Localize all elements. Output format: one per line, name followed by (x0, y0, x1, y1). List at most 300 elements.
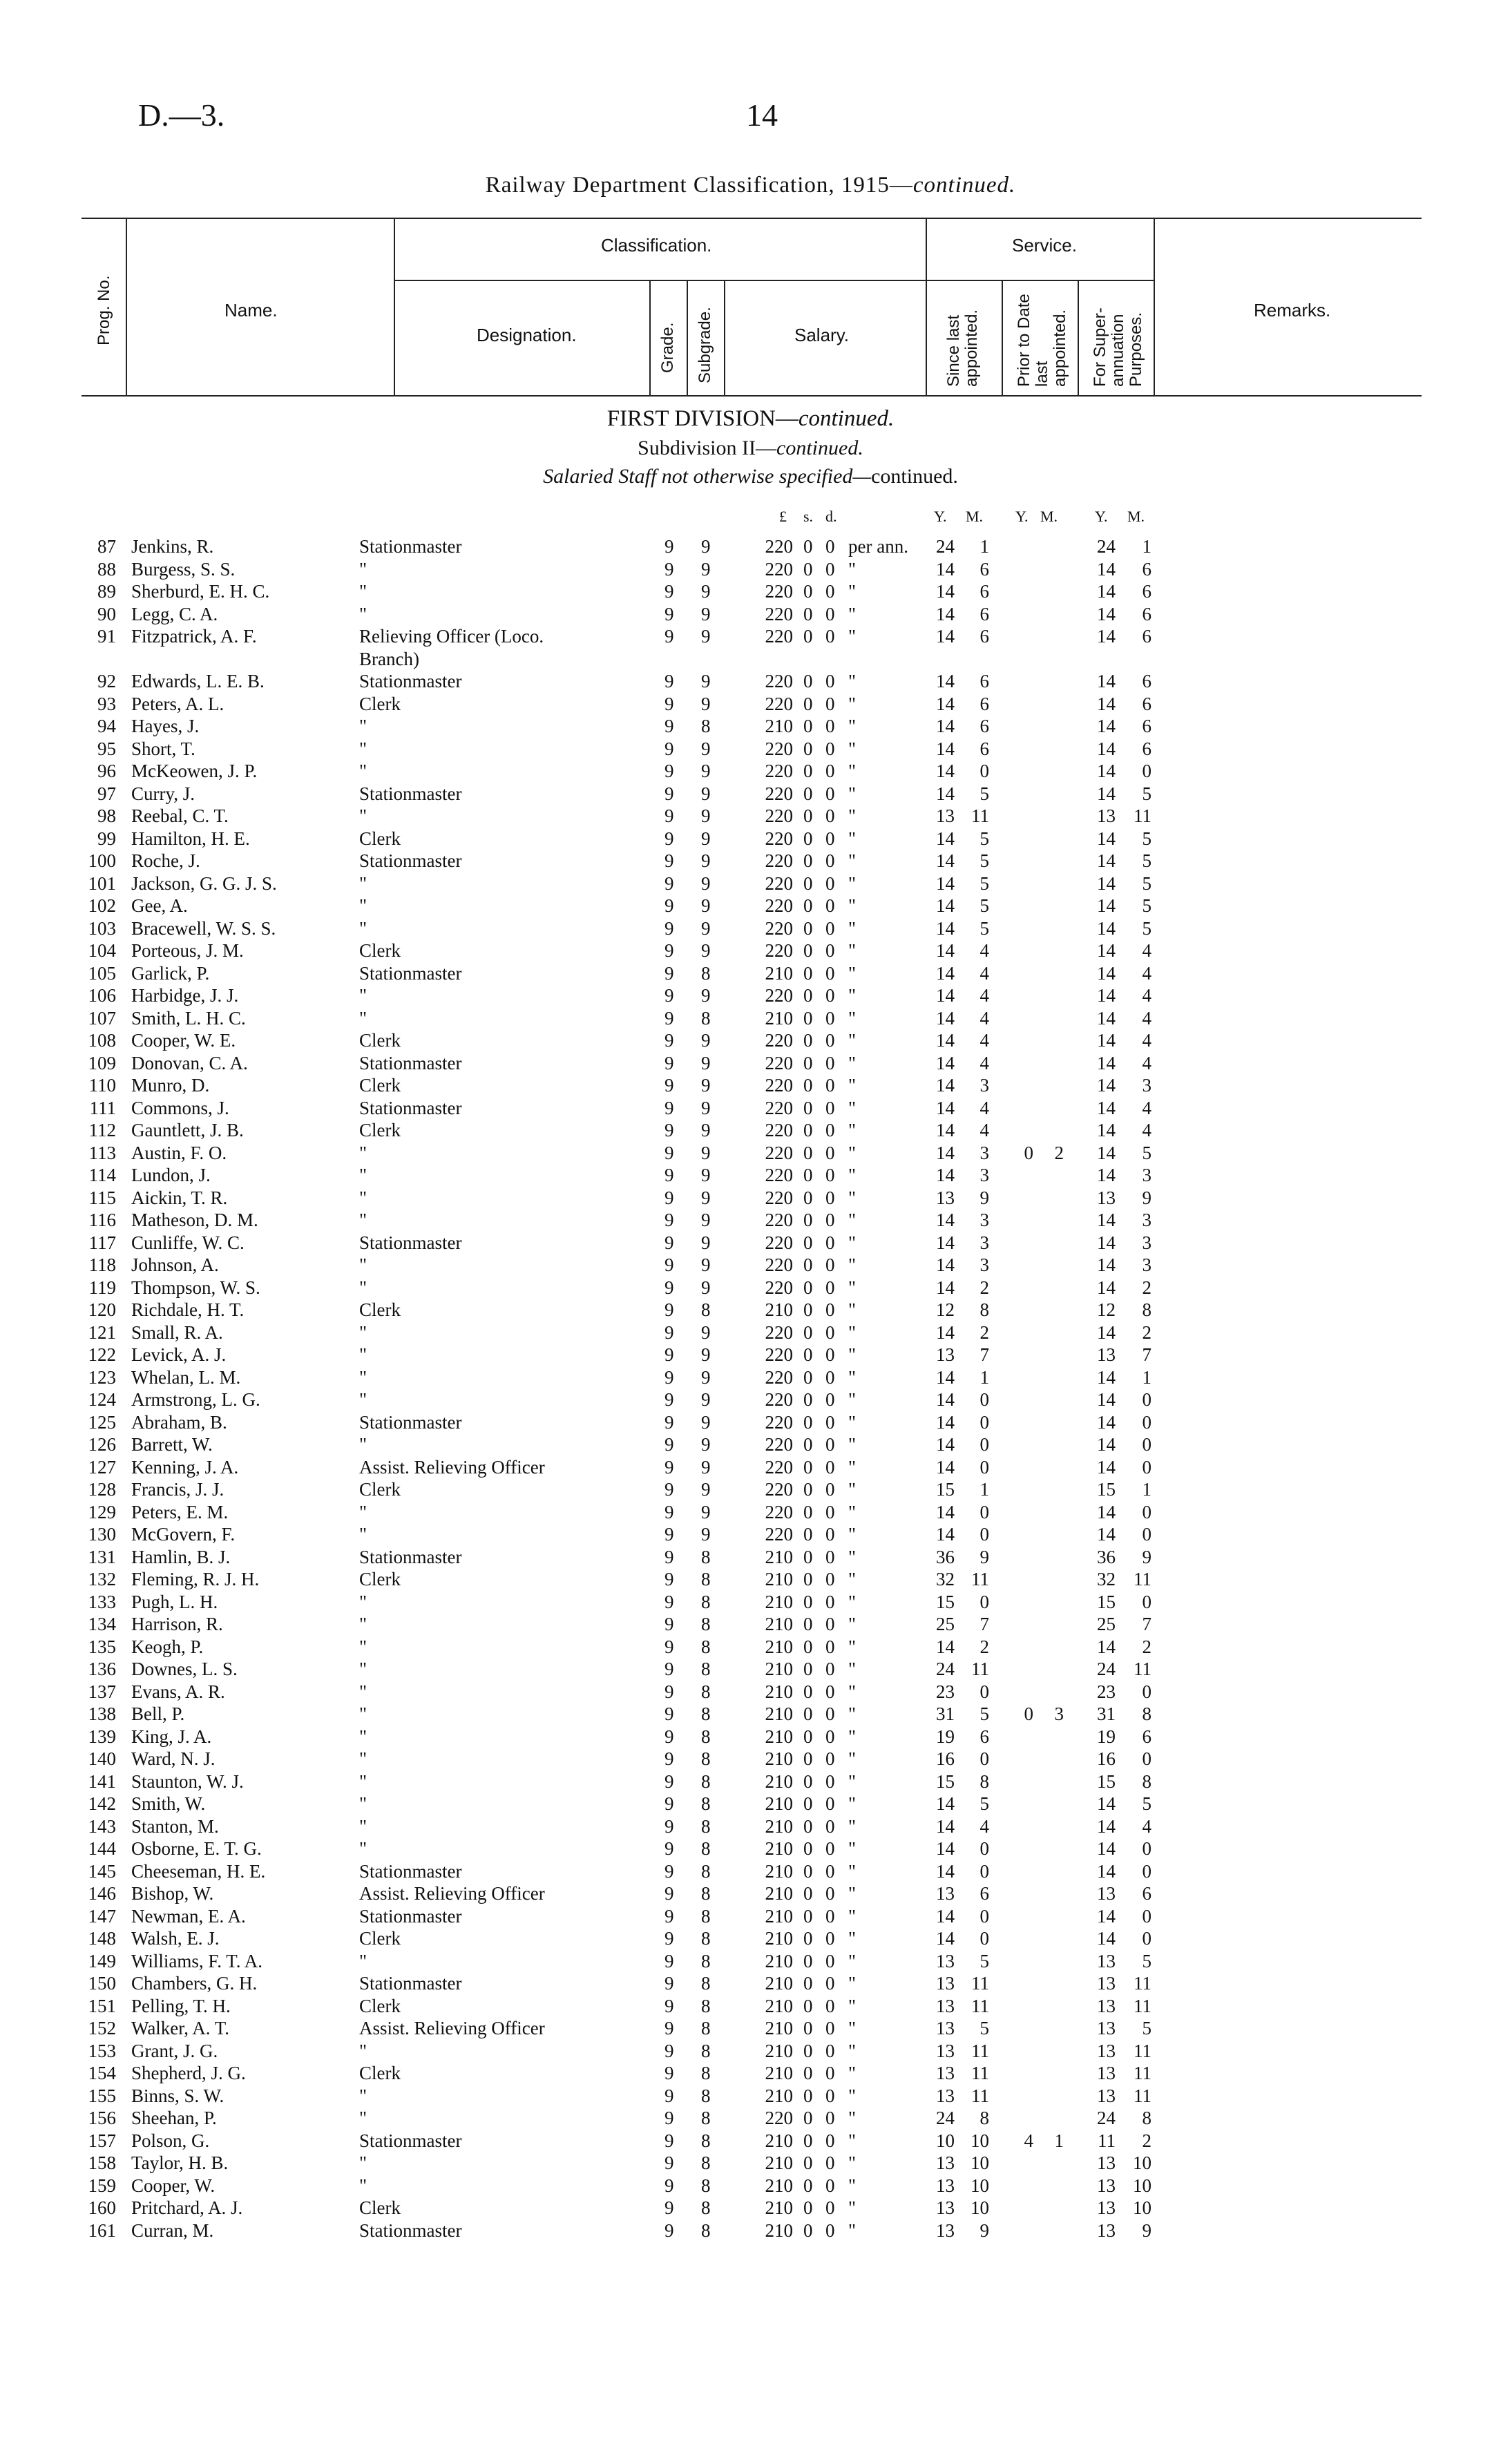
subgrade-cell: 8 (701, 1748, 711, 1769)
prog-no-cell: 117 (88, 1232, 116, 1253)
table-row (0, 1546, 1501, 1568)
salary-pence-cell: 0 (825, 985, 835, 1006)
grade-cell: 9 (665, 1479, 674, 1500)
name-cell: Evans, A. R. (131, 1681, 225, 1702)
salary-pounds-cell: 210 (765, 1793, 793, 1814)
salary-period-cell: " (848, 2040, 857, 2061)
table-row (0, 1591, 1501, 1613)
since-years-cell: 13 (936, 2063, 955, 2083)
since-months-cell: 4 (979, 1007, 989, 1029)
salary-period-cell: " (848, 1681, 857, 1702)
designation-cell: Branch) (359, 648, 419, 669)
subgrade-cell: 9 (701, 1501, 711, 1522)
super-years-cell: 14 (1097, 1838, 1116, 1859)
service-header: Service. (1012, 235, 1077, 256)
col-rule-4 (687, 280, 688, 395)
since-years-cell: 15 (936, 1591, 955, 1612)
table-row (0, 715, 1501, 737)
salary-pence-cell: 0 (825, 1905, 835, 1927)
super-years-cell: 14 (1097, 850, 1116, 871)
table-row (0, 1232, 1501, 1254)
super-months-cell: 11 (1134, 1659, 1151, 1679)
name-cell: Jackson, G. G. J. S. (131, 872, 277, 894)
table-row (0, 872, 1501, 895)
salary-period-cell: " (848, 828, 857, 849)
salary-pounds-cell: 220 (765, 603, 793, 624)
name-cell: Peters, E. M. (131, 1501, 229, 1522)
salary-shillings-cell: 0 (803, 1614, 813, 1634)
prior-years-cell: 0 (1024, 1142, 1033, 1163)
super-years-cell: 14 (1097, 1793, 1116, 1814)
since-years-cell: 14 (936, 1636, 955, 1657)
since-years-cell: 14 (936, 1366, 955, 1388)
super-years-cell: 15 (1097, 1770, 1116, 1792)
salary-pounds-cell: 220 (765, 1501, 793, 1522)
table-row (0, 1456, 1501, 1478)
prog-no-cell: 90 (97, 603, 116, 624)
subgrade-cell: 9 (701, 536, 711, 557)
salary-period-cell: " (848, 1860, 857, 1882)
salary-pounds-cell: 210 (765, 2063, 793, 2083)
super-years-cell: 14 (1097, 1434, 1116, 1455)
salary-shillings-cell: 0 (803, 1860, 813, 1882)
salary-shillings-cell: 0 (803, 1995, 813, 2016)
subgrade-cell: 9 (701, 783, 711, 804)
super-months-cell: 11 (1134, 2040, 1151, 2061)
grade-cell: 9 (665, 872, 674, 894)
table-row (0, 1793, 1501, 1815)
col-rule-9 (1154, 218, 1155, 395)
grade-cell: 9 (665, 1277, 674, 1298)
grade-cell: 9 (665, 850, 674, 871)
subgrade-cell: 9 (701, 1389, 711, 1410)
designation-cell: Stationmaster (359, 2219, 462, 2241)
name-cell: Sheehan, P. (131, 2108, 217, 2128)
subgrade-cell: 8 (701, 1703, 711, 1724)
name-cell: Lundon, J. (131, 1165, 211, 1185)
name-cell: Gauntlett, J. B. (131, 1120, 244, 1140)
salary-pence-cell: 0 (825, 603, 835, 624)
salary-period-cell: " (848, 1614, 857, 1634)
table-row (0, 1995, 1501, 2017)
super-months-cell: 2 (1142, 1277, 1151, 1298)
since-years-cell: 13 (936, 1950, 955, 1971)
since-years-cell: 14 (936, 1501, 955, 1522)
designation-cell: " (359, 1793, 367, 1814)
salary-shillings-cell: 0 (803, 828, 813, 849)
super-months-cell: 1 (1142, 536, 1151, 557)
designation-cell: " (359, 917, 367, 939)
salary-pence-cell: 0 (825, 716, 835, 736)
grade-cell: 9 (665, 1726, 674, 1747)
salary-shillings-cell: 0 (803, 1254, 813, 1275)
grade-cell: 9 (665, 1052, 674, 1073)
salary-pence-cell: 0 (825, 1681, 835, 1702)
name-cell: Levick, A. J. (131, 1344, 227, 1365)
prog-no-cell: 112 (88, 1120, 116, 1140)
salary-period-cell: " (848, 917, 857, 939)
since-months-cell: 5 (979, 2018, 989, 2038)
table-row (0, 1815, 1501, 1837)
grade-cell: 9 (665, 1905, 674, 1927)
since-months-cell: 0 (979, 1501, 989, 1522)
prog-no-cell: 109 (88, 1052, 116, 1073)
subgrade-cell: 8 (701, 1299, 711, 1320)
since-years-cell: 24 (936, 1659, 955, 1679)
super-months-cell: 9 (1142, 1187, 1151, 1208)
subgrade-cell: 8 (701, 716, 711, 736)
prog-no-cell: 98 (97, 805, 116, 826)
salary-pounds-cell: 220 (765, 1456, 793, 1478)
designation-cell: " (359, 1187, 367, 1208)
grade-cell: 9 (665, 1995, 674, 2016)
super-years-cell: 13 (1097, 2085, 1116, 2106)
super-months-cell: 4 (1142, 1052, 1151, 1073)
super-months-cell: 4 (1142, 940, 1151, 961)
super-years-cell: 14 (1097, 1366, 1116, 1388)
super-years-cell: 14 (1097, 1097, 1116, 1118)
salary-pence-cell: 0 (825, 1883, 835, 1904)
name-cell: Harbidge, J. J. (131, 985, 239, 1006)
name-cell: Francis, J. J. (131, 1479, 224, 1500)
grade-cell: 9 (665, 1299, 674, 1320)
table-row (0, 1927, 1501, 1949)
service-rule (926, 280, 1154, 281)
prog-no-cell: 155 (88, 2085, 116, 2106)
prog-no-cell: 154 (88, 2063, 116, 2083)
since-months-cell: 8 (979, 1299, 989, 1320)
prog-no-cell: 143 (88, 1815, 116, 1837)
salary-shillings-cell: 0 (803, 2197, 813, 2218)
name-cell: Jenkins, R. (131, 536, 214, 557)
since-months-cell: 4 (979, 1030, 989, 1051)
prog-no-cell: 135 (88, 1636, 116, 1657)
salary-pence-cell: 0 (825, 738, 835, 759)
title-main: Railway Department Classification, 1915— (485, 173, 913, 198)
subgrade-cell: 9 (701, 1052, 711, 1073)
designation-cell: " (359, 1254, 367, 1275)
salary-pounds-cell: 210 (765, 1681, 793, 1702)
since-years-cell: 13 (936, 2175, 955, 2196)
designation-cell: Clerk (359, 1928, 401, 1949)
salary-shillings-cell: 0 (803, 671, 813, 691)
super-years-cell: 14 (1097, 1860, 1116, 1882)
super-months-cell: 8 (1142, 2108, 1151, 2128)
since-months-cell: 11 (971, 1973, 989, 1994)
name-cell: Hamilton, H. E. (131, 828, 250, 849)
super-years-cell: 13 (1097, 2197, 1116, 2218)
since-months-cell: 10 (971, 2152, 989, 2173)
since-years-cell: 14 (936, 1434, 955, 1455)
salary-pence-cell: 0 (825, 1097, 835, 1118)
salary-shillings-cell: 0 (803, 1142, 813, 1163)
staff-continued: continued. (871, 465, 958, 488)
since-months-cell: 4 (979, 1120, 989, 1140)
prog-no-cell: 114 (88, 1165, 116, 1185)
name-cell: Gee, A. (131, 895, 188, 916)
super-months-cell: 7 (1142, 1614, 1151, 1634)
prog-no-cell: 157 (88, 2130, 116, 2151)
salary-pounds-cell: 210 (765, 1838, 793, 1859)
designation-cell: " (359, 1703, 367, 1724)
super-months-cell: 11 (1134, 1973, 1151, 1994)
remarks-header: Remarks. (1254, 300, 1331, 321)
super-years-cell: 14 (1097, 895, 1116, 916)
subgrade-cell: 9 (701, 1524, 711, 1545)
salary-shillings-cell: 0 (803, 716, 813, 736)
table-row (0, 1658, 1501, 1680)
salary-shillings-cell: 0 (803, 1569, 813, 1589)
since-months-cell: 6 (979, 558, 989, 580)
salary-pounds-cell: 220 (765, 761, 793, 781)
since-months-cell: 0 (979, 1389, 989, 1410)
since-years-cell: 14 (936, 716, 955, 736)
prog-no-cell: 159 (88, 2175, 116, 2196)
subgrade-cell: 9 (701, 693, 711, 714)
since-months-cell: 4 (979, 940, 989, 961)
salary-pounds-cell: 210 (765, 1636, 793, 1657)
salary-period-cell: " (848, 693, 857, 714)
designation-cell: Clerk (359, 1569, 401, 1589)
grade-cell: 9 (665, 805, 674, 826)
salary-pence-cell: 0 (825, 1726, 835, 1747)
prog-no-cell: 147 (88, 1905, 116, 1927)
name-cell: Kenning, J. A. (131, 1456, 239, 1478)
prog-no-cell: 151 (88, 1995, 116, 2016)
super-years-cell: 14 (1097, 1636, 1116, 1657)
division-continued: continued. (798, 406, 895, 431)
super-months-cell: 6 (1142, 1726, 1151, 1747)
super-months-cell: 3 (1142, 1232, 1151, 1253)
salary-period-cell: " (848, 1299, 857, 1320)
super-months-cell: 3 (1142, 1075, 1151, 1096)
grade-cell: 9 (665, 1366, 674, 1388)
salary-pounds-cell: 210 (765, 2040, 793, 2061)
salary-shillings-cell: 0 (803, 2152, 813, 2173)
col-rule-7 (1002, 280, 1003, 395)
since-months-cell: 2 (979, 1277, 989, 1298)
since-months-cell: 4 (979, 962, 989, 984)
salary-period-cell: " (848, 1905, 857, 1927)
super-years-cell: 23 (1097, 1681, 1116, 1702)
salary-period-cell: " (848, 1165, 857, 1185)
salary-period-cell: " (848, 1950, 857, 1971)
since-months-cell: 8 (979, 1770, 989, 1792)
since-last-header: Since last appointed. (944, 309, 981, 387)
salary-pence-cell: 0 (825, 1815, 835, 1837)
salary-pence-cell: 0 (825, 1860, 835, 1882)
subgrade-cell: 9 (701, 671, 711, 691)
table-row (0, 1726, 1501, 1748)
since-months-cell: 5 (979, 1950, 989, 1971)
grade-cell: 9 (665, 1097, 674, 1118)
table-row (0, 1613, 1501, 1635)
super-years-cell: 14 (1097, 693, 1116, 714)
since-months-cell: 11 (971, 2063, 989, 2083)
document-reference: D.—3. (138, 97, 225, 133)
prog-no-cell: 150 (88, 1973, 116, 1994)
since-years-cell: 14 (936, 1120, 955, 1140)
salary-shillings-cell: 0 (803, 1546, 813, 1567)
since-years-cell: 14 (936, 1321, 955, 1343)
super-years-cell: 14 (1097, 1524, 1116, 1545)
prog-no-cell: 126 (88, 1434, 116, 1455)
salary-pounds-cell: 210 (765, 1950, 793, 1971)
salary-shillings-cell: 0 (803, 536, 813, 557)
salary-pounds-cell: 210 (765, 1007, 793, 1029)
salary-pence-cell: 0 (825, 2108, 835, 2128)
designation-cell: " (359, 1366, 367, 1388)
salary-pence-cell: 0 (825, 626, 835, 647)
designation-cell: " (359, 761, 367, 781)
since-months-cell: 6 (979, 716, 989, 736)
since-years-cell: 13 (936, 805, 955, 826)
name-cell: Osborne, E. T. G. (131, 1838, 262, 1859)
since-years-cell: 14 (936, 1254, 955, 1275)
super-months-cell: 4 (1142, 1007, 1151, 1029)
name-cell: McKeowen, J. P. (131, 761, 258, 781)
salary-pence-cell: 0 (825, 2197, 835, 2218)
subgrade-cell: 8 (701, 1546, 711, 1567)
since-years-cell: 31 (936, 1703, 955, 1724)
salary-shillings-cell: 0 (803, 1120, 813, 1140)
prog-no-cell: 152 (88, 2018, 116, 2038)
designation-cell: " (359, 1165, 367, 1185)
since-years-cell: 23 (936, 1681, 955, 1702)
prog-no-cell: 108 (88, 1030, 116, 1051)
super-months-cell: 0 (1142, 1501, 1151, 1522)
salary-period-cell: " (848, 2130, 857, 2151)
grade-cell: 9 (665, 1524, 674, 1545)
salary-period-cell: " (848, 1703, 857, 1724)
name-cell: Ward, N. J. (131, 1748, 216, 1769)
since-years-cell: 14 (936, 850, 955, 871)
designation-cell: Stationmaster (359, 1546, 462, 1567)
table-row (0, 535, 1501, 557)
since-months-cell: 7 (979, 1344, 989, 1365)
subgrade-cell: 9 (701, 1277, 711, 1298)
subdivision-heading (0, 437, 1501, 460)
grade-cell: 9 (665, 783, 674, 804)
prog-no-cell: 158 (88, 2152, 116, 2173)
salary-pounds-cell: 210 (765, 1815, 793, 1837)
salary-pounds-cell: 220 (765, 1411, 793, 1433)
super-years-cell: 14 (1097, 783, 1116, 804)
grade-cell: 9 (665, 2063, 674, 2083)
since-years-cell: 12 (936, 1299, 955, 1320)
salary-pounds-cell: 220 (765, 1277, 793, 1298)
page-title (0, 173, 1501, 198)
since-years-cell: 14 (936, 1232, 955, 1253)
prior-to-date-header: Prior to Date last appointed. (1015, 294, 1069, 387)
designation-cell: Stationmaster (359, 671, 462, 691)
prog-no-cell: 133 (88, 1591, 116, 1612)
salary-pounds-cell: 220 (765, 985, 793, 1006)
subgrade-cell: 9 (701, 581, 711, 602)
salary-pounds-cell: 210 (765, 1726, 793, 1747)
salary-period-cell: " (848, 1142, 857, 1163)
salary-period-cell: " (848, 2197, 857, 2218)
since-years-cell: 14 (936, 940, 955, 961)
since-years-cell: 14 (936, 1411, 955, 1433)
super-years-cell: 14 (1097, 1142, 1116, 1163)
table-row (0, 1209, 1501, 1231)
salary-shillings-cell: 0 (803, 2085, 813, 2106)
super-months-cell: 4 (1142, 1097, 1151, 1118)
salary-period-cell: " (848, 1748, 857, 1769)
subgrade-cell: 8 (701, 1726, 711, 1747)
since-months-cell: 5 (979, 872, 989, 894)
salary-period-cell: " (848, 1524, 857, 1545)
salary-period-cell: " (848, 940, 857, 961)
salary-period-cell: " (848, 1726, 857, 1747)
table-row (0, 1523, 1501, 1545)
salary-shillings-cell: 0 (803, 1434, 813, 1455)
table-row (0, 1254, 1501, 1276)
designation-cell: Clerk (359, 2063, 401, 2083)
table-row (0, 1411, 1501, 1433)
grade-cell: 9 (665, 1681, 674, 1702)
super-years-cell: 14 (1097, 1007, 1116, 1029)
super-months-cell: 11 (1134, 1995, 1151, 2016)
prog-no-cell: 89 (97, 581, 116, 602)
super-months-cell: 0 (1142, 1681, 1151, 1702)
subgrade-cell: 9 (701, 1411, 711, 1433)
unit-years-since: Y. (934, 508, 947, 525)
salary-period-cell: " (848, 1770, 857, 1792)
super-months-cell: 3 (1142, 1254, 1151, 1275)
super-months-cell: 5 (1142, 872, 1151, 894)
super-years-cell: 14 (1097, 738, 1116, 759)
salary-pounds-cell: 220 (765, 828, 793, 849)
super-months-cell: 0 (1142, 1524, 1151, 1545)
designation-cell: " (359, 2108, 367, 2128)
salary-pounds-cell: 220 (765, 850, 793, 871)
designation-cell: " (359, 1007, 367, 1029)
name-cell: Staunton, W. J. (131, 1770, 244, 1792)
salary-pounds-cell: 210 (765, 1770, 793, 1792)
table-row (0, 580, 1501, 602)
salary-pounds-cell: 210 (765, 716, 793, 736)
super-months-cell: 0 (1142, 1411, 1151, 1433)
name-cell: Richdale, H. T. (131, 1299, 245, 1320)
since-years-cell: 14 (936, 1142, 955, 1163)
super-months-cell: 5 (1142, 828, 1151, 849)
salary-shillings-cell: 0 (803, 1636, 813, 1657)
salary-shillings-cell: 0 (803, 1973, 813, 1994)
subgrade-header: Subgrade. (696, 307, 714, 383)
subgrade-cell: 8 (701, 2219, 711, 2241)
salary-pounds-cell: 210 (765, 2152, 793, 2173)
designation-cell: Stationmaster (359, 783, 462, 804)
name-cell: Whelan, L. M. (131, 1366, 241, 1388)
super-months-cell: 5 (1142, 783, 1151, 804)
salary-pounds-cell: 220 (765, 1389, 793, 1410)
subgrade-cell: 9 (701, 828, 711, 849)
since-months-cell: 4 (979, 985, 989, 1006)
salary-pounds-cell: 210 (765, 2197, 793, 2218)
salary-pounds-cell: 210 (765, 2219, 793, 2241)
table-row (0, 1321, 1501, 1344)
since-months-cell: 3 (979, 1210, 989, 1230)
table-row (0, 2040, 1501, 2062)
salary-period-cell: " (848, 2018, 857, 2038)
subgrade-cell: 8 (701, 2085, 711, 2106)
salary-pence-cell: 0 (825, 2063, 835, 2083)
since-months-cell: 4 (979, 1815, 989, 1837)
subgrade-cell: 8 (701, 1591, 711, 1612)
prog-no-cell: 139 (88, 1726, 116, 1747)
